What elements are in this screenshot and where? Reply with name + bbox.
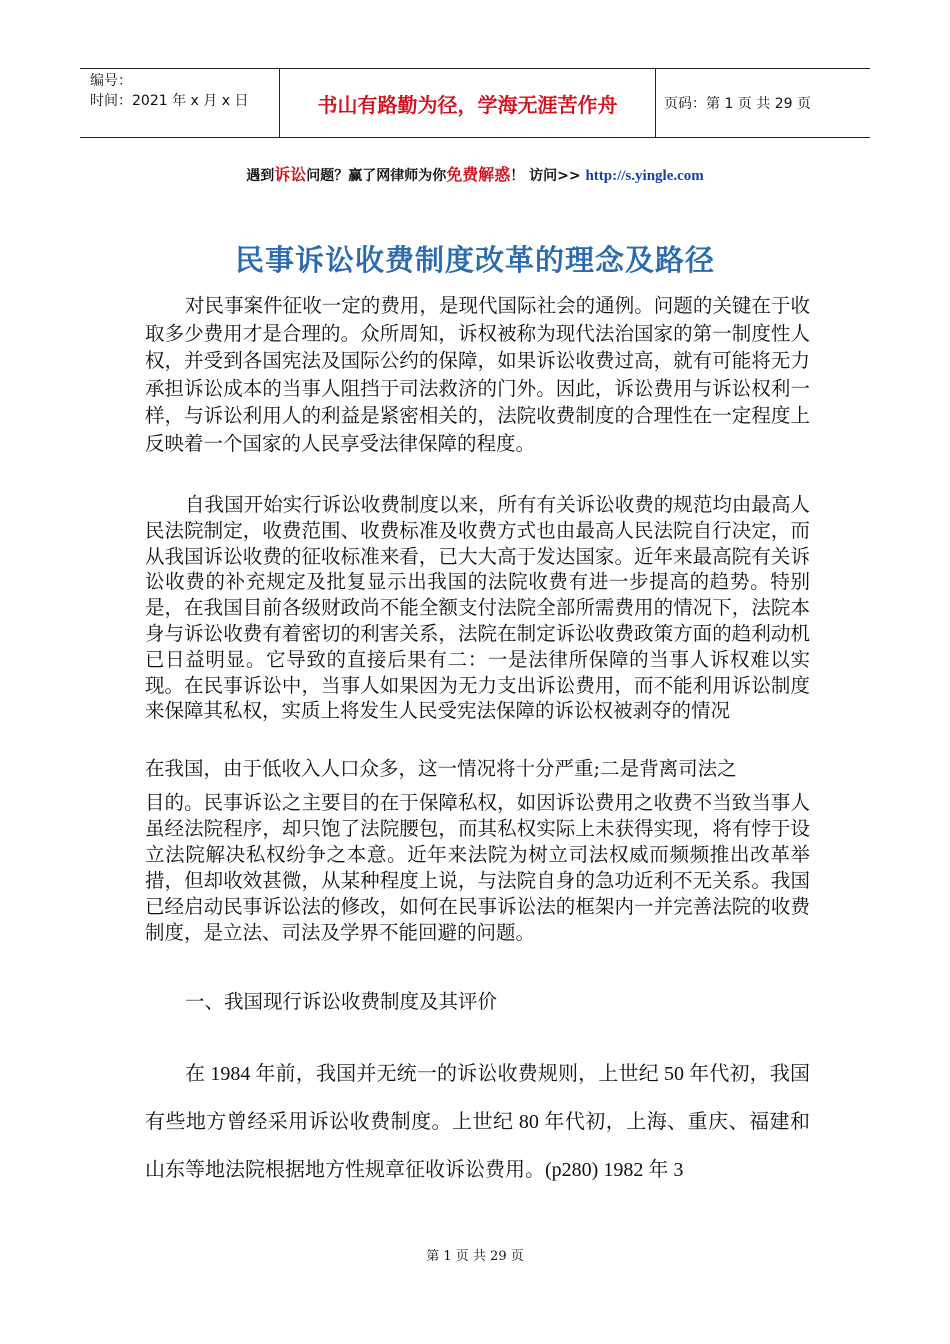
document-title: 民事诉讼收费制度改革的理念及路径 bbox=[234, 243, 715, 277]
promo-highlight-1: 诉讼 bbox=[274, 165, 307, 184]
header-meta bbox=[80, 69, 280, 137]
section-heading-1: 一、我国现行诉讼收费制度及其评价 bbox=[185, 990, 498, 1013]
header-motto bbox=[280, 69, 656, 137]
page-footer: 第 1 页 共 29 页 bbox=[426, 1249, 524, 1264]
paragraph-3: 在 1984 年前，我国并无统一的诉讼收费规则，上世纪 50 年代初，我国有些地方曾经采用诉讼收费制度。上世纪 80 年代初，上海、重庆、福建和山东等地法院根据地方性规章征收诉讼费用。(p280) 1982 年 3 bbox=[145, 1063, 810, 1181]
date-label: 时间：2021 年 x 月 x 日 bbox=[90, 93, 249, 109]
promo-text-3: ！ 访问>> bbox=[510, 168, 586, 184]
document-header bbox=[80, 68, 870, 138]
promo-text-1: 遇到 bbox=[246, 168, 275, 184]
header-page-info bbox=[656, 69, 870, 137]
paragraph-2-continued: 在我国，由于低收入人口众多，这一情况将十分严重;二是背离司法之 bbox=[145, 757, 737, 780]
page-info-text: 页码：第 1 页 共 29 页 bbox=[664, 96, 811, 112]
number-label: 编号： bbox=[90, 73, 132, 89]
paragraph-2: 自我国开始实行诉讼收费制度以来，所有有关诉讼收费的规范均由最高人民法院制定，收费范围、收费标准及收费方式也由最高人民法院自行决定，而从我国诉讼收费的征收标准来看，已大大高于发达国家。近年来最高院有关诉讼收费的补充规定及批复显示出我国的法院收费有进一步提高的趋势。特别是，在我国目前各级财政尚不能全额支付法院全部所需费用的情况下，法院本身与诉讼收费有着密切的利害关系，法院在制定诉讼收费政策方面的趋利动机已日益明显。它导致的直接后果有二：一是法律所保障的当事人诉权难以实现。在民事诉讼中，当事人如果因为无力支出诉讼费用，而不能利用诉讼制度来保障其私权，实质上将发生人民受宪法保障的诉讼权被剥夺的情况 bbox=[145, 493, 810, 723]
paragraph-2-end: 目的。民事诉讼之主要目的在于保障私权，如因诉讼费用之收费不当致当事人虽经法院程序，却只饱了法院腰包，而其私权实际上未获得实现，将有悖于设立法院解决私权纷争之本意。近年来法院为树立司法权威而频频推出改革举措，但却收效甚微，从某种程度上说，与法院自身的急功近利不无关系。我国已经启动民事诉讼法的修改，如何在民事诉讼法的框架内一并完善法院的收费制度，是立法、司法及学界不能回避的问题。 bbox=[145, 791, 810, 944]
promo-link[interactable]: http://s.yingle.com bbox=[585, 168, 704, 184]
promo-highlight-2: 免费解惑 bbox=[446, 165, 511, 184]
paragraph-1: 对民事案件征收一定的费用，是现代国际社会的通例。问题的关键在于收取多少费用才是合理的。众所周知，诉权被称为现代法治国家的第一制度性人权，并受到各国宪法及国际公约的保障，如果诉讼收费过高，就有可能将无力承担诉讼成本的当事人阻挡于司法救济的门外。因此，诉讼费用与诉讼权利一样，与诉讼利用人的利益是紧密相关的，法院收费制度的合理性在一定程度上反映着一个国家的人民享受法律保障的程度。 bbox=[145, 294, 810, 455]
promo-text-2: 问题？赢了网律师为你 bbox=[306, 168, 447, 184]
promo-banner bbox=[0, 162, 950, 185]
motto-text: 书山有路勤为径，学海无涯苦作舟 bbox=[317, 92, 618, 117]
